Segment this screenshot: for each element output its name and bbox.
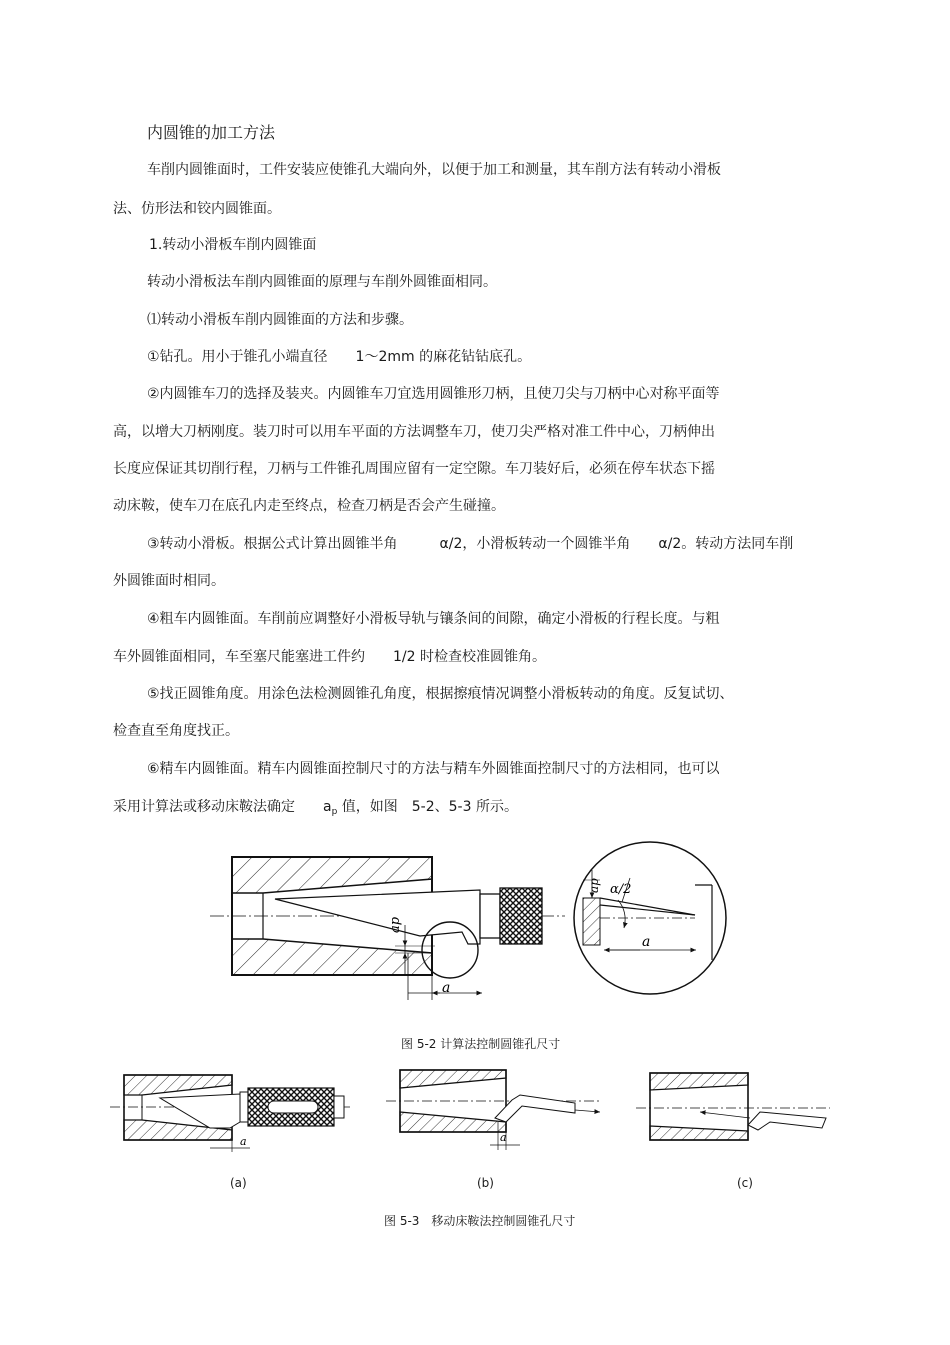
step-line: ⑤找正圆锥角度。用涂色法检测圆锥孔角度，根据擦痕情况调整小滑板转动的角度。反复试切、	[147, 686, 734, 702]
ap-label: ap	[388, 916, 403, 933]
step-line: ⑥精车内圆锥面。精车内圆锥面控制尺寸的方法与精车外圆锥面控制尺寸的方法相同，也可以	[147, 761, 720, 777]
figure-5-3b	[386, 1070, 600, 1150]
text-span: 值，如图 5-2、5-3 所示。	[337, 799, 518, 815]
figure-5-3a	[110, 1075, 350, 1152]
subheading: 1.转动小滑板车削内圆锥面	[149, 237, 317, 253]
step-line: 车外圆锥面相同，车至塞尺能塞进工件约 1/2 时检查校准圆锥角。	[113, 649, 546, 665]
a-label-5-3b: a	[500, 1131, 507, 1144]
subscript: p	[331, 807, 338, 817]
step-line: ②内圆锥车刀的选择及装夹。内圆锥车刀宜选用圆锥形刀柄，且使刀尖与刀柄中心对称平面等	[147, 386, 720, 402]
figure-5-2-caption: 图 5-2 计算法控制圆锥孔尺寸	[401, 1037, 561, 1051]
subfigure-label-b: (b)	[477, 1176, 494, 1190]
ap-detail-label: ap	[587, 878, 601, 893]
step-line: ①钻孔。用小于锥孔小端直径 1～2mm 的麻花钻钻底孔。	[147, 349, 532, 365]
step-line: 长度应保证其切削行程，刀柄与工件锥孔周围应留有一定空隙。车刀装好后，必须在停车状态下摇	[113, 461, 715, 477]
a-label-5-3a: a	[240, 1135, 247, 1148]
text-span: 采用计算法或移动床鞍法确定 a	[113, 799, 332, 815]
alpha-label: α/2	[610, 882, 632, 897]
figure-5-3c	[636, 1073, 830, 1140]
step-line: ③转动小滑板。根据公式计算出圆锥半角 α/2，小滑板转动一个圆锥半角 α/2。转动方法同车削	[147, 536, 794, 552]
subfigure-label-a: (a)	[230, 1176, 247, 1190]
step-line: 外圆锥面时相同。	[113, 573, 225, 589]
figure-5-3-caption: 图 5-3 移动床鞍法控制圆锥孔尺寸	[384, 1214, 576, 1228]
paragraph-line: 法、仿形法和铰内圆锥面。	[113, 201, 281, 217]
step-line: 动床鞍，使车刀在底孔内走至终点，检查刀柄是否会产生碰撞。	[113, 498, 505, 514]
section-title: 内圆锥的加工方法	[147, 123, 276, 142]
step-line: ④粗车内圆锥面。车削前应调整好小滑板导轨与镶条间的间隙，确定小滑板的行程长度。与粗	[147, 611, 720, 627]
step-line: 高，以增大刀柄刚度。装刀时可以用车平面的方法调整车刀，使刀尖严格对准工件中心，刀柄伸出	[113, 424, 715, 440]
a-label: a	[442, 980, 451, 996]
detail-view	[574, 842, 726, 994]
paragraph-line: 转动小滑板法车削内圆锥面的原理与车削外圆锥面相同。	[147, 274, 497, 290]
subfigure-label-c: (c)	[737, 1176, 753, 1190]
paragraph-line: 车削内圆锥面时，工件安装应使锥孔大端向外，以便于加工和测量，其车削方法有转动小滑板	[147, 162, 721, 178]
step-line: 检查直至角度找正。	[113, 723, 239, 739]
a-detail-label: a	[642, 934, 651, 950]
paragraph-line: ⑴转动小滑板车削内圆锥面的方法和步骤。	[147, 312, 413, 328]
